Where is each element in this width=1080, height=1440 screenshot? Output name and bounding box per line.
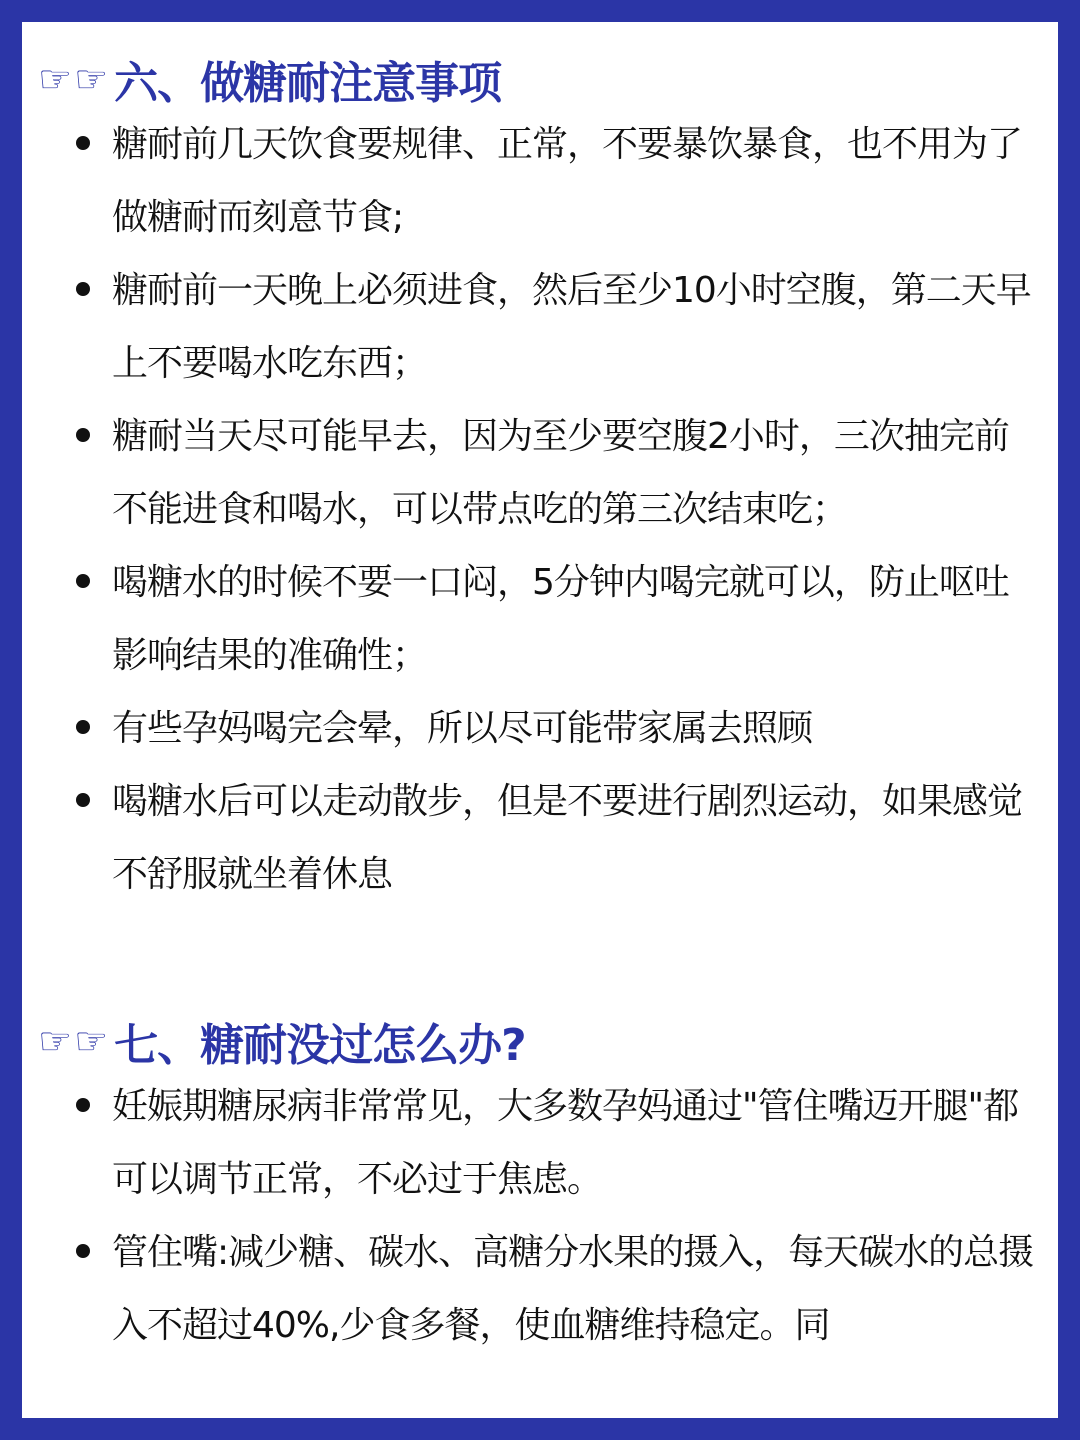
list-item-text: 糖耐前一天晚上必须进食，然后至少10小时空腹，第二天早上不要喝水吃东西； xyxy=(112,270,1031,384)
list-item xyxy=(22,1216,1058,1362)
list-item-text: 有些孕妈喝完会晕，所以尽可能带家属去照顾 xyxy=(112,708,813,749)
section-7-list xyxy=(22,1070,1058,1362)
section-6-heading xyxy=(38,50,1058,108)
section-6-list xyxy=(22,108,1058,911)
list-item xyxy=(22,546,1058,692)
bullet-icon xyxy=(76,574,90,588)
section-7 xyxy=(22,1012,1058,1362)
bullet-icon xyxy=(76,428,90,442)
list-item-text: 妊娠期糖尿病非常常见，大多数孕妈通过"管住嘴迈开腿"都可以调节正常，不必过于焦虑。 xyxy=(112,1086,1019,1200)
section-7-heading xyxy=(38,1012,1058,1070)
list-item-text: 喝糖水后可以走动散步，但是不要进行剧烈运动，如果感觉不舒服就坐着休息 xyxy=(112,781,1023,895)
list-item-text: 管住嘴:减少糖、碳水、高糖分水果的摄入，每天碳水的总摄入不超过40%,少食多餐，使血糖维持稳定。同 xyxy=(112,1232,1034,1346)
section-6-title: 六、做糖耐注意事项 xyxy=(114,58,502,109)
bullet-icon xyxy=(76,282,90,296)
section-6 xyxy=(22,50,1058,911)
section-7-title: 七、糖耐没过怎么办? xyxy=(114,1020,526,1071)
bullet-icon xyxy=(76,1098,90,1112)
bullet-icon xyxy=(76,793,90,807)
list-item xyxy=(22,1070,1058,1216)
list-item-text: 糖耐前几天饮食要规律、正常，不要暴饮暴食，也不用为了做糖耐而刻意节食; xyxy=(112,124,1023,238)
list-item xyxy=(22,108,1058,254)
list-item xyxy=(22,765,1058,911)
pointing-hand-icon: ☞ ☞ xyxy=(38,1019,109,1063)
bullet-icon xyxy=(76,136,90,150)
bullet-icon xyxy=(76,1244,90,1258)
list-item xyxy=(22,692,1058,765)
list-item xyxy=(22,254,1058,400)
bullet-icon xyxy=(76,720,90,734)
content-card xyxy=(22,22,1058,1418)
list-item-text: 喝糖水的时候不要一口闷，5分钟内喝完就可以，防止呕吐影响结果的准确性； xyxy=(112,562,1009,676)
list-item xyxy=(22,400,1058,546)
list-item-text: 糖耐当天尽可能早去，因为至少要空腹2小时，三次抽完前不能进食和喝水，可以带点吃的第三次结束吃； xyxy=(112,416,1009,530)
pointing-hand-icon: ☞ ☞ xyxy=(38,57,109,101)
